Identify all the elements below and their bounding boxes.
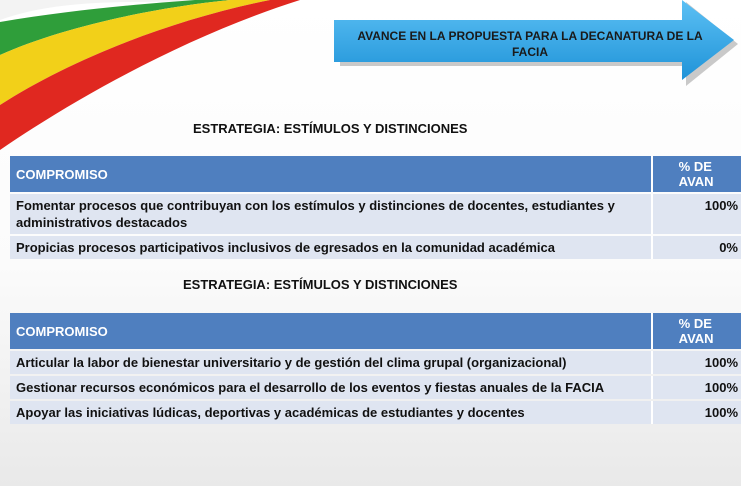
table-row	[10, 401, 741, 424]
avance-cell: 100%	[651, 351, 741, 374]
table-row	[10, 236, 741, 259]
avance-cell: 100%	[651, 401, 741, 424]
compromiso-cell: Apoyar las iniciativas lúdicas, deportivas y académicas de estudiantes y docentes	[10, 401, 651, 424]
flag-ribbon-graphic	[0, 0, 320, 160]
table-row	[10, 351, 741, 374]
strategy-heading: ESTRATEGIA: ESTÍMULOS Y DISTINCIONES	[183, 277, 458, 292]
avance-cell: 100%	[651, 376, 741, 399]
column-header-avance: % DE AVAN	[651, 313, 741, 349]
table-header-row	[10, 313, 741, 349]
compromiso-cell: Fomentar procesos que contribuyan con los estímulos y distinciones de docentes, estudiantes y administrativos destacados	[10, 194, 651, 234]
compromiso-cell: Propicias procesos participativos inclusivos de egresados en la comunidad académica	[10, 236, 651, 259]
table-row	[10, 194, 741, 234]
commitments-table	[10, 154, 741, 261]
avance-cell: 100%	[651, 194, 741, 234]
table-header-row	[10, 156, 741, 192]
strategy-heading: ESTRATEGIA: ESTÍMULOS Y DISTINCIONES	[193, 121, 468, 136]
column-header-compromiso: COMPROMISO	[10, 156, 651, 192]
banner-title: AVANCE EN LA PROPUESTA PARA LA DECANATURA DE LA FACIA	[357, 29, 703, 59]
compromiso-cell: Articular la labor de bienestar universitario y de gestión del clima grupal (organizacional)	[10, 351, 651, 374]
commitments-table	[10, 311, 741, 426]
avance-cell: 0%	[651, 236, 741, 259]
column-header-compromiso: COMPROMISO	[10, 313, 651, 349]
compromiso-cell: Gestionar recursos económicos para el desarrollo de los eventos y fiestas anuales de la FACIA	[10, 376, 651, 399]
column-header-avance: % DE AVAN	[651, 156, 741, 192]
table-row	[10, 376, 741, 399]
